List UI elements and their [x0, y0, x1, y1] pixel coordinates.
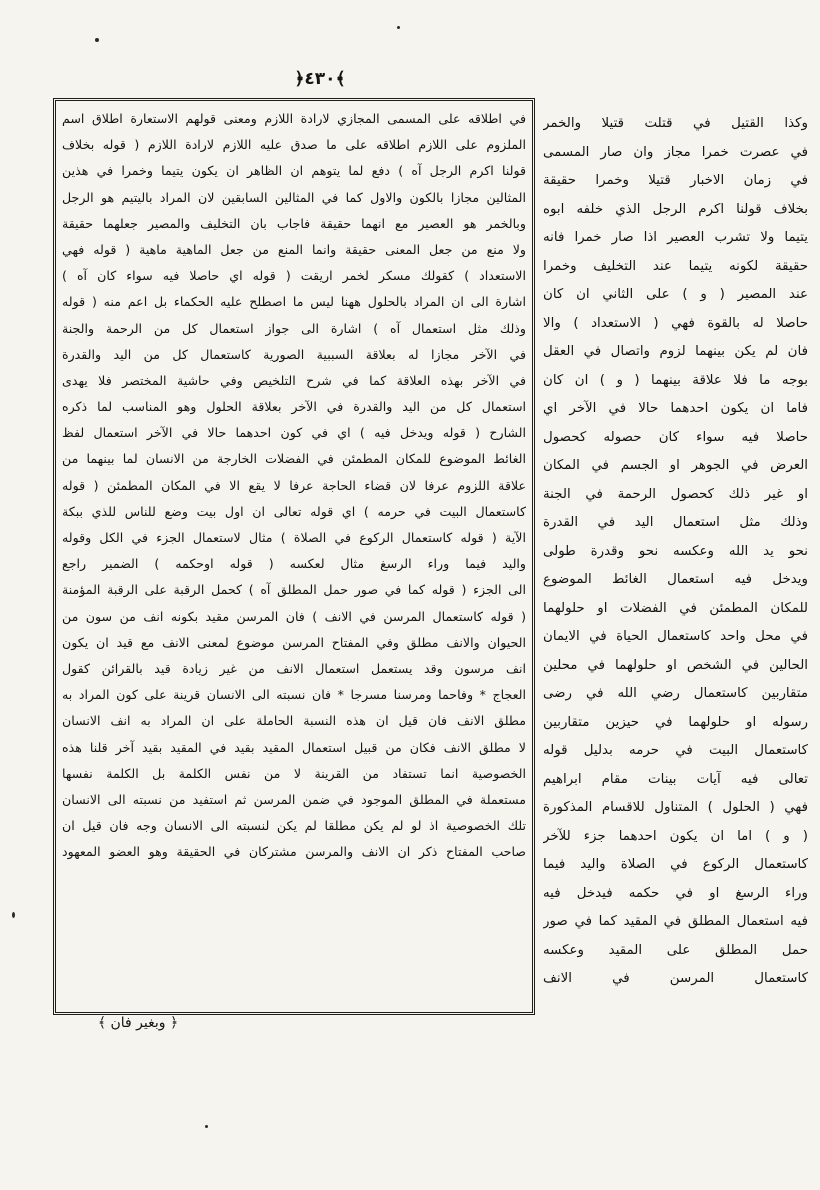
main-text-line: فان لم يكن بينهما لزوم واتصال في العقل	[543, 344, 808, 359]
commentary-line: لا مطلق الانف فكان من قبيل استعمال المقيد بقيد في المقيد بقيد آخر قلنا هذه	[62, 739, 526, 755]
page-number: ﴿٤٣٠﴾	[294, 69, 346, 89]
commentary-line: المثالين مجازا بالكون والاول كما في المثالين السابقين لان المراد باليتيم هو الرجل	[62, 189, 526, 205]
ink-speck	[95, 38, 99, 42]
commentary-line: في اطلاقه على المسمى المجازي لارادة اللازم ومعنى قولهم الاستعارة اطلاق اسم	[62, 111, 526, 126]
commentary-line: كاستعمال البيت في حرمه ) اي قوله تعالى ان اول بيت وضع للناس للذي ببكة	[62, 503, 526, 519]
main-text-line: تعالى فيه آيات بينات مقام ابراهيم	[543, 771, 808, 787]
commentary-line: وبالخمر هو العصير مع انهما حقيقة فاجاب بان التخليف والمصير جعلهما حقيقة	[62, 215, 526, 231]
main-text-line: العرض في الجوهر او الجسم في المكان	[543, 458, 808, 473]
commentary-line: ( قوله كاستعمال المرسن في الانف ) فان المرسن مقيد بكونه انف من سون من	[62, 608, 526, 624]
commentary-line: وذلك مثل استعمال آه ) اشارة الى جواز استعمال كل من الرحمة والجنة	[62, 320, 526, 336]
commentary-text-block	[62, 106, 526, 1008]
ink-speck	[397, 26, 400, 29]
commentary-line: مستعملة في المطلق الموجود في ضمن المرسن ثم استفيد من نسبته الى الانسان	[62, 791, 526, 807]
commentary-line: صاحب المفتاح ذكر ان الانف والمرسن مشتركان في الحقيقة وهو العضو المعهود	[62, 844, 526, 860]
commentary-line: واليد فيما وراء الرسغ مثال لعكسه ( قوله اوحكمه ) الضمير راجع	[62, 556, 526, 572]
commentary-line: في الآخر مجازا له بعلاقة السببية الصورية كاستعمال كل من اليد والقدرة	[62, 346, 526, 362]
main-text-line: وكذا القتيل في قتلت قتيلا والخمر	[543, 116, 808, 131]
main-text-line: متقاربين كاستعمال رضي الله في رضى	[543, 686, 808, 701]
ink-speck	[205, 1125, 208, 1128]
commentary-line: الآية ( قوله كاستعمال الركوع في الصلاة ) مثال لاستعمال الجزء في الكل وقوله	[62, 530, 526, 545]
commentary-line: قولنا اكرم الرجل آه ) دفع لما يتوهم ان الظاهر ان يكون يتيما وخمرا في هذين	[62, 163, 526, 179]
main-text-column	[543, 110, 808, 1010]
commentary-line: الغائط الموضوع للمكان المطمئن في الفضلات الخارجة من الانسان لما بينهما من	[62, 451, 526, 467]
main-text-line: فاما ان يكون احدهما حالا في الآخر اي	[543, 401, 808, 416]
main-text-line: فهي ( الحلول ) المتناول للاقسام المذكورة	[543, 800, 808, 815]
catchword: ﴿ وبغير فان ﴾	[97, 1015, 179, 1031]
commentary-line: الملزوم على اللازم اطلاقه على ما صدق عليه اللازم لارادة اللازم ( قوله بخلاف	[62, 137, 526, 153]
commentary-line: ولا منع من جعل المعنى حقيقة وانما المنع من جعل الماهية ماهية ( قوله فهي	[62, 241, 526, 257]
commentary-line: الى الجزء ( قوله كما في صور حمل المطلق آه ) كحمل الرقبة على الرقبة المؤمنة	[62, 582, 526, 598]
main-text-line: في محل واحد كاستعمال الحياة في الايمان	[543, 629, 808, 644]
main-text-line: يتيما ولا تشرب العصير اذا صار خمرا فانه	[543, 230, 808, 245]
main-text-line: ويدخل فيه استعمال الغائط الموضوع	[543, 572, 808, 587]
main-text-line: فيه استعمال المطلق في المقيد كما في صور	[543, 914, 808, 929]
main-text-line: وذلك مثل استعمال اليد في القدرة	[543, 515, 808, 530]
main-text-line: كاستعمال المرسن في الانف	[543, 971, 808, 986]
commentary-line: انف مرسون وقد يستعمل استعمال الانف من غير زيادة قيد بالقرائن كقول	[62, 660, 526, 676]
main-text-line: حمل المطلق على المقيد وعكسه	[543, 942, 808, 958]
main-text-line: للمكان المطمئن في الفضلات او حلولهما	[543, 600, 808, 616]
main-text-line: او غير ذلك كحصول الرحمة في الجنة	[543, 486, 808, 502]
commentary-line: العجاج * وفاحما ومرسنا مسرجا * فان نسبته الى الانسان قرينة على كون المراد به	[62, 687, 526, 703]
main-text-line: بخلاف قولنا اكرم الرجل الذي خلفه ابوه	[543, 201, 808, 217]
commentary-line: مطلق الانف فان قيل ان هذه النسبة الحاملة على ان المراد به انف الانسان	[62, 713, 526, 729]
main-text-line: حقيقة لكونه يتيما عند التخليف وخمرا	[543, 258, 808, 274]
main-text-line: كاستعمال البيت في حرمه بدليل قوله	[543, 743, 808, 758]
ink-speck	[12, 912, 15, 918]
main-text-line: حاصلا فيه سواء كان حصوله كحصول	[543, 429, 808, 445]
main-text-line: وراء الرسغ او في حكمه فيدخل فيه	[543, 885, 808, 901]
main-text-line: في زمان الاخبار قتيلا وخمرا حقيقة	[543, 173, 808, 188]
commentary-line: الخصوصية انما تستفاد من القرينة لا من نفس الكلمة بل الكلمة نفسها	[62, 765, 526, 781]
main-text-line: بوجه ما فلا علاقة بينهما ( و ) ان كان	[543, 372, 808, 388]
commentary-line: تلك الخصوصية اذ لو لم يكن مطلقا لم يكن لنسبته الى الانسان وجه فان قيل ان	[62, 818, 526, 834]
main-text-line: ( و ) اما ان يكون احدهما جزء للآخر	[543, 828, 808, 844]
main-text-line: كاستعمال الركوع في الصلاة واليد فيما	[543, 857, 808, 872]
commentary-line: علاقة اللزوم عرفا لان قضاء الحاجة عرفا لا يقع الا في المكان المطمئن ( قوله	[62, 477, 526, 493]
main-text-line: الحالين في الشخص او حلولهما في محلين	[543, 657, 808, 673]
commentary-line: الاستعداد ) كقولك مسكر لخمر اريقت ( قوله اي حاصلا فيه سواء كان آه )	[62, 268, 526, 284]
commentary-line: اشارة الى ان المراد بالحلول ههنا ليس ما اصطلح عليه الحكماء بل اعم منه ( قوله	[62, 294, 526, 310]
main-text-line: نحو يد الله وعكسه نحو وقدرة طولى	[543, 543, 808, 559]
main-text-line: عند المصير ( و ) على الثاني ان كان	[543, 287, 808, 302]
commentary-line: في الآخر بهذه العلاقة كما في شرح التلخيص وفي حاشية المختصر فلا يهدى	[62, 372, 526, 388]
commentary-line: الحيوان والانف مطلق وفي المفتاح المرسن موضوع لمعنى الانف مع قيد ان يكون	[62, 634, 526, 650]
commentary-line: استعمال كل من اليد والقدرة في الآخر بعلاقة الحلول وهو المناسب لما ذكره	[62, 399, 526, 415]
commentary-line: الشارح ( قوله ويدخل فيه ) اي في كون احدهما حالا في الآخر استعمال لفظ	[62, 425, 526, 441]
main-text-line: حاصلا له بالقوة فهي ( الاستعداد ) والا	[543, 315, 808, 331]
main-text-line: في عصرت خمرا مجاز وان صار المسمى	[543, 144, 808, 160]
main-text-line: رسوله او حلولهما في حيزين متقاربين	[543, 714, 808, 730]
